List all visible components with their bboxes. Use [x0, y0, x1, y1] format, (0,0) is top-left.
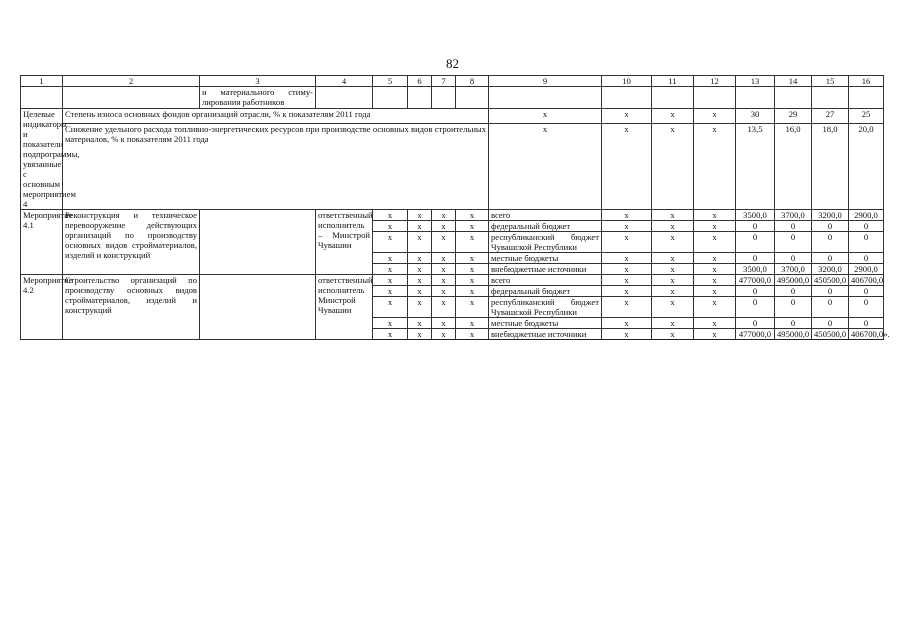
cell-x: х — [694, 275, 736, 286]
cell-x: х — [373, 253, 408, 264]
cell-x: х — [652, 210, 694, 221]
header-cell: 4 — [316, 76, 373, 87]
header-cell: 13 — [736, 76, 775, 87]
value-cell: 495000,0 — [775, 329, 812, 340]
header-cell: 16 — [849, 76, 884, 87]
value-cell: 0 — [736, 297, 775, 318]
cell-x: х — [373, 329, 408, 340]
cell-x: х — [489, 124, 602, 210]
target-text: Степень износа основных фондов организаций отрасли, % к показателям 2011 года — [63, 109, 489, 124]
value-cell: 29 — [775, 109, 812, 124]
cell-x: х — [373, 264, 408, 275]
cell-x: х — [602, 109, 652, 124]
measure-row — [21, 275, 884, 286]
cell-x: х — [408, 253, 432, 264]
cell-x: х — [456, 329, 489, 340]
value-cell: 25 — [849, 109, 884, 124]
funding-source: местные бюджеты — [489, 318, 602, 329]
cell-x: х — [432, 329, 456, 340]
value-cell: 0 — [849, 286, 884, 297]
value-cell: 495000,0 — [775, 275, 812, 286]
cell-x: х — [652, 275, 694, 286]
cell-x: х — [694, 329, 736, 340]
value-cell: 0 — [849, 221, 884, 232]
header-cell: 3 — [200, 76, 316, 87]
header-cell: 2 — [63, 76, 200, 87]
header-cell: 14 — [775, 76, 812, 87]
cell-x: х — [408, 264, 432, 275]
cell-x: х — [694, 124, 736, 210]
value-cell: 0 — [775, 232, 812, 253]
header-cell: 8 — [456, 76, 489, 87]
header-cell: 1 — [21, 76, 63, 87]
value-cell: 27 — [812, 109, 849, 124]
cell-x: х — [652, 253, 694, 264]
cell-x: х — [373, 210, 408, 221]
cell-x: х — [652, 232, 694, 253]
cell-x: х — [694, 286, 736, 297]
value-cell: 0 — [812, 318, 849, 329]
cell-x: х — [652, 109, 694, 124]
value-cell: 406700,0 — [849, 275, 884, 286]
cell-x: х — [408, 221, 432, 232]
value-cell: 18,0 — [812, 124, 849, 210]
value-cell: 3500,0 — [736, 264, 775, 275]
header-cell: 7 — [432, 76, 456, 87]
cell-x: х — [652, 286, 694, 297]
cell-x: х — [456, 286, 489, 297]
value-cell: 3700,0 — [775, 264, 812, 275]
measure-title: Строительство организаций по производству основных видов стройматериалов, изделий и конструкций — [63, 275, 200, 340]
page-number: 82 — [446, 56, 459, 71]
value-cell: 0 — [775, 253, 812, 264]
value-cell: 0 — [775, 221, 812, 232]
value-cell: 13,5 — [736, 124, 775, 210]
cell-x: х — [432, 318, 456, 329]
header-cell: 5 — [373, 76, 408, 87]
cell-x: х — [432, 253, 456, 264]
value-cell: 477000,0 — [736, 329, 775, 340]
cell-x: х — [408, 286, 432, 297]
cell-x: х — [373, 286, 408, 297]
value-cell: 0 — [736, 286, 775, 297]
continued-row — [21, 87, 884, 109]
header-cell: 15 — [812, 76, 849, 87]
measure-col3 — [200, 275, 316, 340]
header-cell: 12 — [694, 76, 736, 87]
target-text: Снижение удельного расхода топливно-энергетических ресурсов при производстве основных видов строительных материалов, % к показателям 2011 года — [63, 124, 489, 210]
cell-x: х — [652, 297, 694, 318]
cell-x: х — [432, 275, 456, 286]
cell-x: х — [602, 124, 652, 210]
target-row — [21, 124, 884, 210]
cell-x: х — [432, 286, 456, 297]
cell-x: х — [456, 232, 489, 253]
funding-source: республиканский бюджет Чувашской Республики — [489, 232, 602, 253]
value-cell: 0 — [736, 253, 775, 264]
cell-x: х — [408, 232, 432, 253]
cell-x: х — [694, 232, 736, 253]
header-cell: 10 — [602, 76, 652, 87]
value-cell: 2900,0 — [849, 210, 884, 221]
measure-row — [21, 210, 884, 221]
cell-x: х — [602, 318, 652, 329]
value-cell: 20,0 — [849, 124, 884, 210]
cell-x: х — [408, 318, 432, 329]
targets-label: Целевые индикаторы и показатели подпрограммы, увязанные с основным мероприятием 4 — [21, 109, 63, 210]
cell-x: х — [373, 221, 408, 232]
value-cell: 3200,0 — [812, 210, 849, 221]
value-cell: 0 — [812, 297, 849, 318]
funding-source: федеральный бюджет — [489, 221, 602, 232]
value-cell: 16,0 — [775, 124, 812, 210]
value-cell: 3700,0 — [775, 210, 812, 221]
cell-x: х — [602, 210, 652, 221]
cell-x: х — [373, 318, 408, 329]
value-cell: 3200,0 — [812, 264, 849, 275]
target-row — [21, 109, 884, 124]
cell-x: х — [373, 297, 408, 318]
value-cell: 0 — [812, 221, 849, 232]
cell-x: х — [432, 297, 456, 318]
value-cell: 0 — [775, 286, 812, 297]
cell-x: х — [432, 264, 456, 275]
cell-x: х — [456, 318, 489, 329]
value-cell: 0 — [812, 232, 849, 253]
cell-x: х — [456, 264, 489, 275]
value-cell: 3500,0 — [736, 210, 775, 221]
cell-x: х — [456, 221, 489, 232]
cell-x: х — [652, 329, 694, 340]
measure-col3 — [200, 210, 316, 275]
cell-x: х — [602, 264, 652, 275]
cell-x: х — [694, 253, 736, 264]
cell-x: х — [408, 275, 432, 286]
cell-x: х — [602, 286, 652, 297]
cell-x: х — [432, 232, 456, 253]
program-table — [20, 75, 890, 340]
cell-x: х — [652, 124, 694, 210]
cell-x: х — [373, 275, 408, 286]
value-cell: 0 — [849, 318, 884, 329]
value-cell: 0 — [812, 286, 849, 297]
funding-source: федеральный бюджет — [489, 286, 602, 297]
cell-x: х — [602, 275, 652, 286]
value-cell: 0 — [849, 297, 884, 318]
cell-x: х — [408, 297, 432, 318]
cell-x: х — [694, 210, 736, 221]
cell-x: х — [373, 232, 408, 253]
measure-executor: ответственный исполнитель – Минстрой Чувашии — [316, 210, 373, 275]
value-cell: 0 — [775, 297, 812, 318]
cell-x: х — [694, 109, 736, 124]
value-cell: 2900,0 — [849, 264, 884, 275]
cell-x: х — [602, 232, 652, 253]
measure-title: Реконструкция и техническое перевооружение действующих организаций по производству основных видов стройматериалов, изделий и конструкций — [63, 210, 200, 275]
value-cell: 450500,0 — [812, 329, 849, 340]
cell-x: х — [432, 221, 456, 232]
cell-x: х — [652, 264, 694, 275]
funding-source: местные бюджеты — [489, 253, 602, 264]
cell-x: х — [652, 221, 694, 232]
measure-executor: ответственный исполнитель Минстрой Чувашии — [316, 275, 373, 340]
cell-x: х — [432, 210, 456, 221]
cell-x: х — [694, 318, 736, 329]
cell-x: х — [602, 221, 652, 232]
measure-label: Мероприятие 4.1 — [21, 210, 63, 275]
header-cell: 6 — [408, 76, 432, 87]
cell-x: х — [694, 221, 736, 232]
cell-x: х — [408, 210, 432, 221]
value-cell: 0 — [849, 232, 884, 253]
measure-label: Мероприятие 4.2 — [21, 275, 63, 340]
cell-x: х — [456, 210, 489, 221]
header-cell: 9 — [489, 76, 602, 87]
cell-x: х — [489, 109, 602, 124]
funding-source: внебюджетные источники — [489, 329, 602, 340]
value-cell: 0 — [812, 253, 849, 264]
cell-x: х — [694, 297, 736, 318]
cell-x: х — [602, 329, 652, 340]
value-cell: 0 — [736, 221, 775, 232]
value-cell: 406700,0». — [849, 329, 884, 340]
cell-x: х — [694, 264, 736, 275]
value-cell: 477000,0 — [736, 275, 775, 286]
value-cell: 30 — [736, 109, 775, 124]
value-cell: 0 — [736, 232, 775, 253]
cell-x: х — [408, 329, 432, 340]
funding-source: республиканский бюджет Чувашской Республики — [489, 297, 602, 318]
cell-x: х — [456, 275, 489, 286]
funding-source: всего — [489, 275, 602, 286]
cell-x: х — [456, 297, 489, 318]
value-cell: 0 — [849, 253, 884, 264]
value-cell: 0 — [736, 318, 775, 329]
value-cell: 0 — [775, 318, 812, 329]
header-cell: 11 — [652, 76, 694, 87]
cell-x: х — [602, 253, 652, 264]
cell-x: х — [602, 297, 652, 318]
cell-x: х — [456, 253, 489, 264]
funding-source: внебюджетные источники — [489, 264, 602, 275]
continued-text: и материального стиму- лирования работников — [200, 87, 316, 109]
value-cell: 450500,0 — [812, 275, 849, 286]
cell-x: х — [652, 318, 694, 329]
header-row — [21, 76, 884, 87]
funding-source: всего — [489, 210, 602, 221]
